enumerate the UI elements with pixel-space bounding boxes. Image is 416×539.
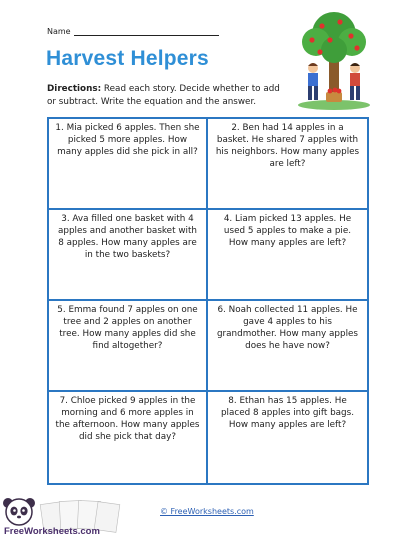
worksheet-title: Harvest Helpers	[46, 47, 209, 70]
problem-cell-3[interactable]: 3. Ava filled one basket with 4 apples and another basket with 8 apples. How many apples are in the two baskets?	[49, 210, 208, 301]
panda-logo	[2, 495, 147, 539]
apple-tree-kids-illustration	[296, 10, 372, 110]
problem-cell-7[interactable]: 7. Chloe picked 9 apples in the morning and 6 more apples in the afternoon. How many apples did she pick that day?	[49, 392, 208, 483]
directions-label: Directions:	[47, 84, 102, 94]
problem-cell-6[interactable]: 6. Noah collected 11 apples. He gave 4 apples to his grandmother. How many apples does he have now?	[208, 301, 367, 392]
footer-link[interactable]: © FreeWorksheets.com	[160, 507, 254, 516]
problem-cell-8[interactable]: 8. Ethan has 15 apples. He placed 8 apples into gift bags. How many apples are left?	[220, 396, 355, 430]
directions	[47, 83, 285, 109]
name-blank-line[interactable]	[74, 26, 219, 36]
problem-cell-1[interactable]: 1. Mia picked 6 apples. Then she picked 5 more apples. How many apples did she pick in all?	[49, 119, 208, 210]
problem-cell-2[interactable]: 2. Ben had 14 apples in a basket. He shared 7 apples with his neighbors. How many apples are left?	[208, 119, 367, 210]
problem-cell-4[interactable]: 4. Liam picked 13 apples. He used 5 apples to make a pie. How many apples are left?	[208, 210, 367, 301]
problem-cell-5[interactable]: 5. Emma found 7 apples on one tree and 2 apples on another tree. How many apples did she find altogether?	[49, 301, 208, 392]
name-field	[47, 26, 219, 36]
name-label: Name	[47, 27, 71, 36]
logo-text: FreeWorksheets.com	[4, 526, 100, 537]
directions-text: Read each story. Decide whether to add or subtract. Write the equation and the answer.	[47, 84, 280, 107]
word-problem-grid	[47, 117, 369, 485]
